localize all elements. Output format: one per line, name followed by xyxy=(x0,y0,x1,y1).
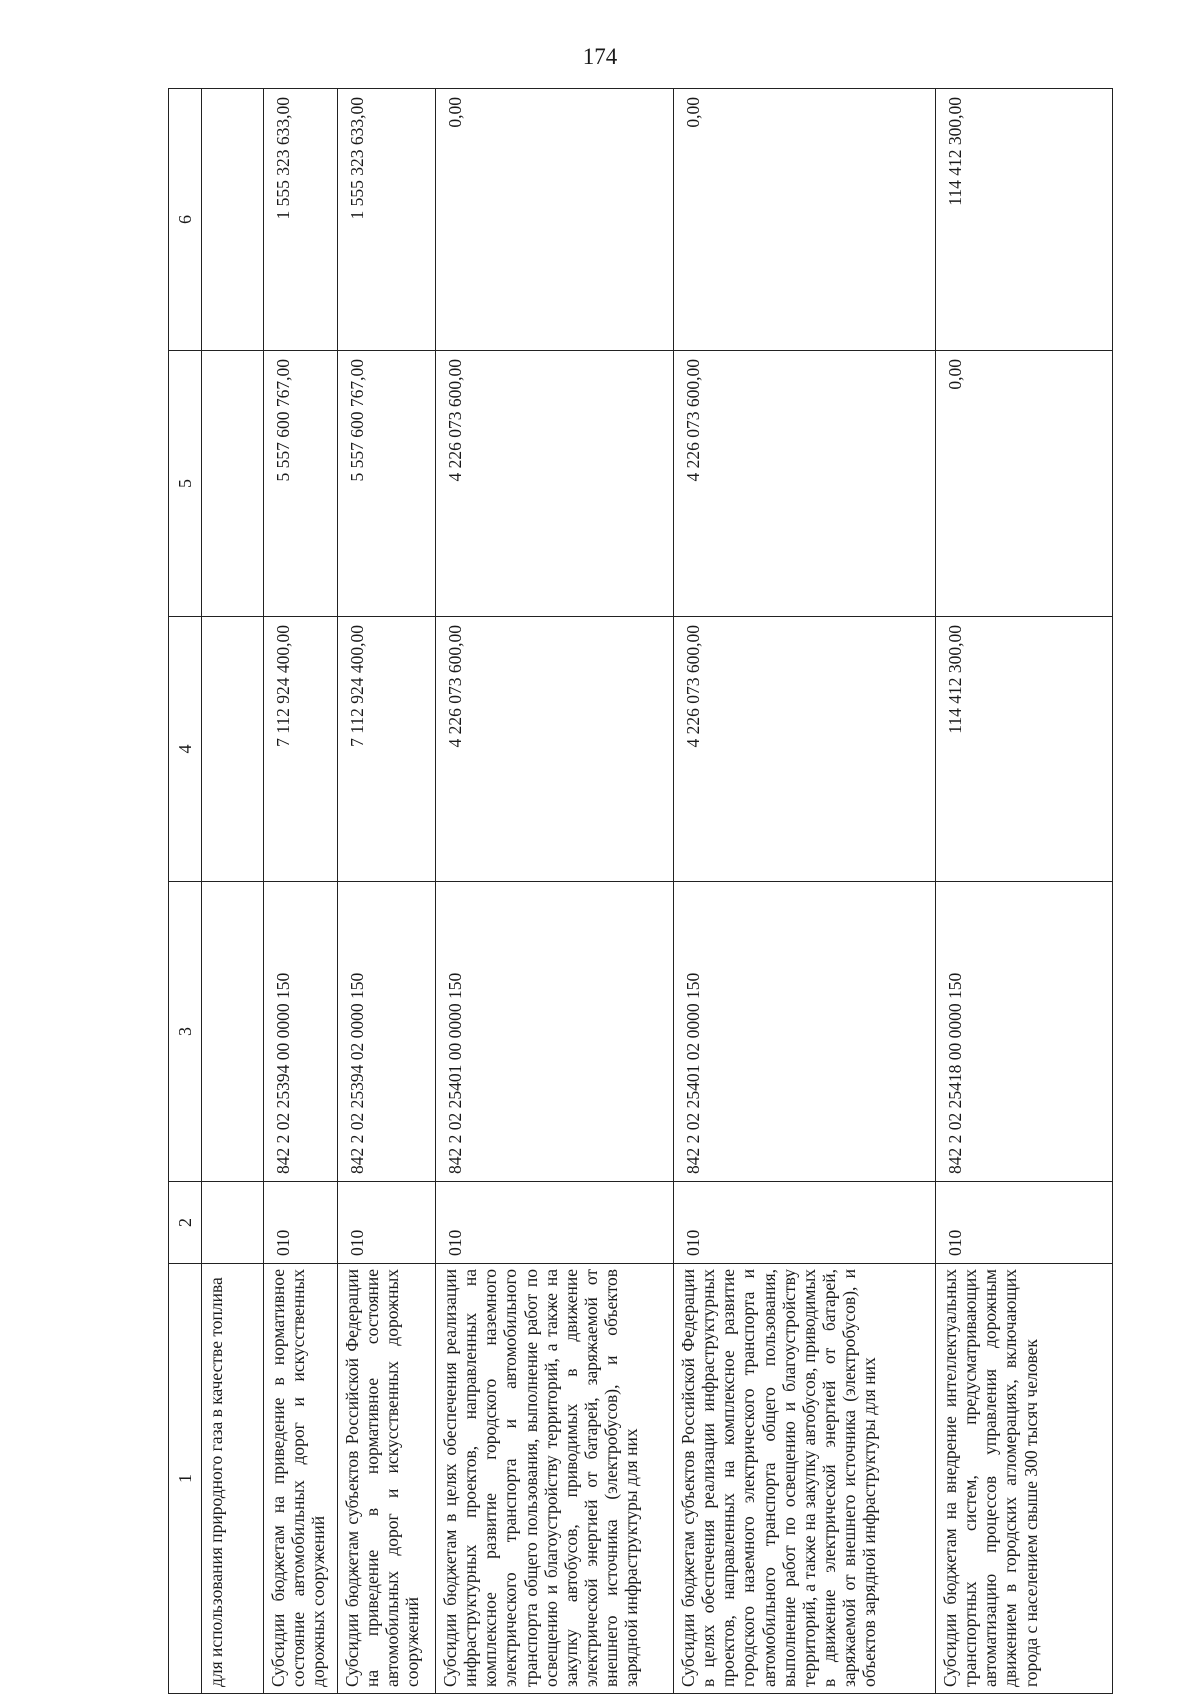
value-cell: 4 226 073 600,00 xyxy=(436,617,674,882)
kbk-cell: 842 2 02 25401 02 0000 150 xyxy=(674,882,936,1182)
value-cell: 5 557 600 767,00 xyxy=(338,351,436,617)
kbk-cell: 842 2 02 25394 00 0000 150 xyxy=(264,882,338,1182)
table-row xyxy=(338,89,436,1694)
page-number: 174 xyxy=(582,44,618,69)
header-cell: 2 xyxy=(169,1182,202,1264)
table-row xyxy=(202,89,264,1694)
value-cell xyxy=(202,89,264,351)
kbk-cell: 842 2 02 25418 00 0000 150 xyxy=(936,882,1113,1182)
value-cell xyxy=(202,351,264,617)
value-cell: 4 226 073 600,00 xyxy=(674,617,936,882)
kbk-cell: 842 2 02 25394 02 0000 150 xyxy=(338,882,436,1182)
value-cell: 0,00 xyxy=(436,89,674,351)
header-row xyxy=(169,89,202,1694)
value-cell: 4 226 073 600,00 xyxy=(674,351,936,617)
description-cell: Субсидии бюджетам на приведение в нормативное состояние автомобильных дорог и искусственных дорожных сооружений xyxy=(264,1264,338,1694)
code-cell: 010 xyxy=(338,1182,436,1264)
header-cell: 6 xyxy=(169,89,202,351)
table-row xyxy=(264,89,338,1694)
value-cell: 1 555 323 633,00 xyxy=(338,89,436,351)
description-cell: для использования природного газа в качестве топлива xyxy=(202,1264,264,1694)
kbk-cell xyxy=(202,882,264,1182)
value-cell xyxy=(202,617,264,882)
value-cell: 1 555 323 633,00 xyxy=(264,89,338,351)
value-cell: 5 557 600 767,00 xyxy=(264,351,338,617)
kbk-cell: 842 2 02 25401 00 0000 150 xyxy=(436,882,674,1182)
code-cell: 010 xyxy=(436,1182,674,1264)
value-cell: 7 112 924 400,00 xyxy=(338,617,436,882)
header-cell: 5 xyxy=(169,351,202,617)
table-row xyxy=(674,89,936,1694)
code-cell xyxy=(202,1182,264,1264)
description-cell: Субсидии бюджетам субъектов Российской Федерации в целях обеспечения реализации инфраструктурных проектов, направленных на комплексное развитие городского наземного электрического транспорта и автомобильного транспорта общего пользования, выполнение работ по освещению и благоустройству территорий, а также на закупку автобусов, приводимых в движение электрической энергией от батарей, заряжаемой от внешнего источника (электробусов), и объектов зарядной инфраструктуры для них xyxy=(674,1264,936,1694)
table-row xyxy=(936,89,1113,1694)
value-cell: 7 112 924 400,00 xyxy=(264,617,338,882)
budget-table xyxy=(168,88,1113,1694)
code-cell: 010 xyxy=(674,1182,936,1264)
value-cell: 0,00 xyxy=(674,89,936,351)
description-cell: Субсидии бюджетам субъектов Российской Федерации на приведение в нормативное состояние автомобильных дорог и искусственных дорожных сооружений xyxy=(338,1264,436,1694)
rotated-table-container xyxy=(168,89,1111,1694)
header-cell: 3 xyxy=(169,882,202,1182)
code-cell: 010 xyxy=(264,1182,338,1264)
value-cell: 114 412 300,00 xyxy=(936,617,1113,882)
description-cell: Субсидии бюджетам в целях обеспечения реализации инфраструктурных проектов, направленных на комплексное развитие городского наземного электрического транспорта и автомобильного транспорта общего пользования, выполнение работ по освещению и благоустройству территорий, а также на закупку автобусов, приводимых в движение электрической энергией от батарей, заряжаемой от внешнего источника (электробусов), и объектов зарядной инфраструктуры для них xyxy=(436,1264,674,1694)
value-cell: 114 412 300,00 xyxy=(936,89,1113,351)
header-cell: 1 xyxy=(169,1264,202,1694)
code-cell: 010 xyxy=(936,1182,1113,1264)
value-cell: 0,00 xyxy=(936,351,1113,617)
header-cell: 4 xyxy=(169,617,202,882)
table-row xyxy=(436,89,674,1694)
description-cell: Субсидии бюджетам на внедрение интеллектуальных транспортных систем, предусматривающих автоматизацию процессов управления дорожным движением в городских агломерациях, включающих города с населением свыше 300 тысяч человек xyxy=(936,1264,1113,1694)
value-cell: 4 226 073 600,00 xyxy=(436,351,674,617)
